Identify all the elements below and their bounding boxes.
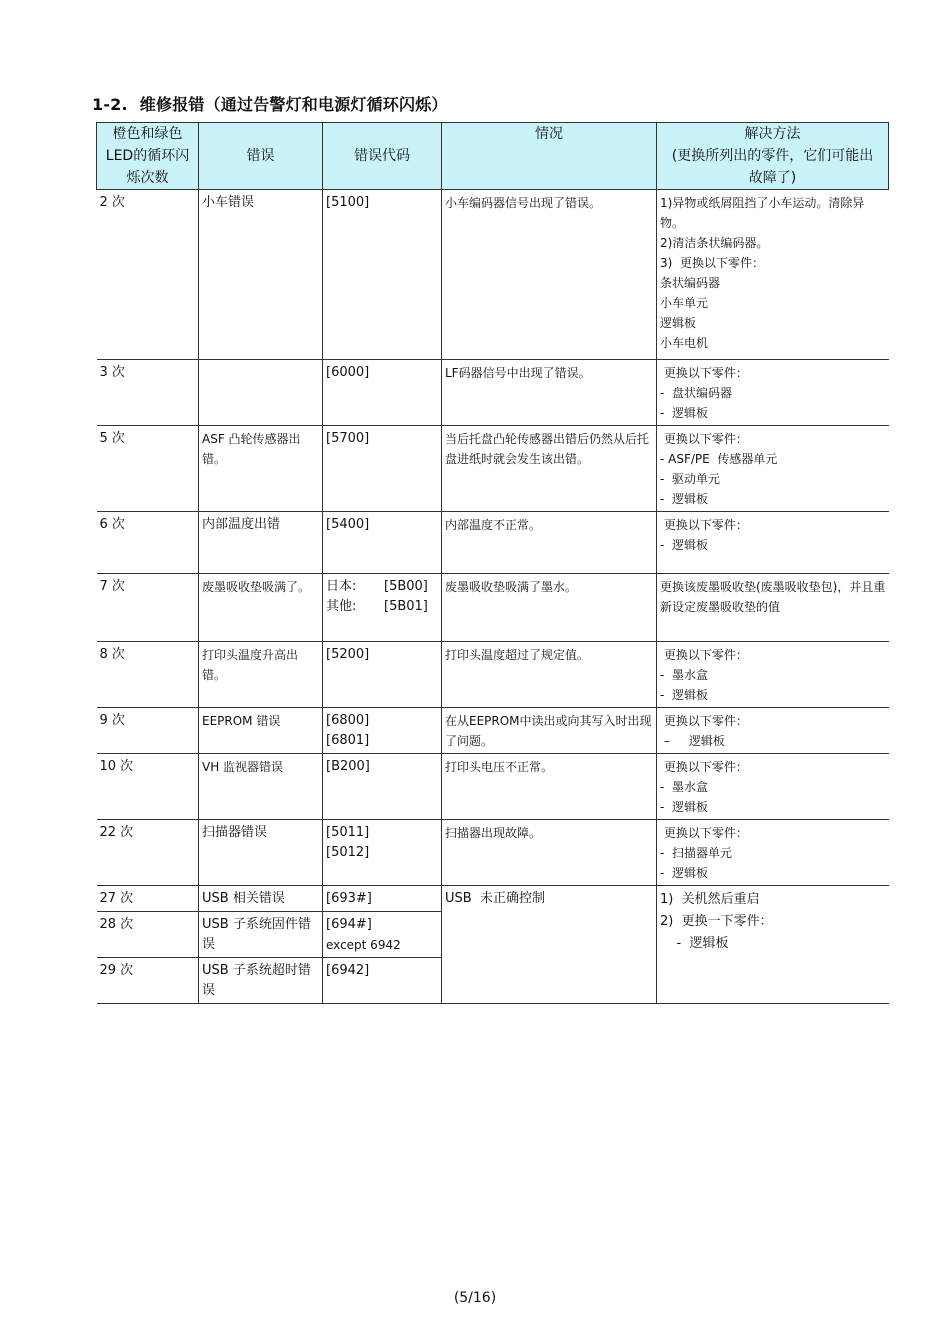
error-table <box>96 122 889 1004</box>
solution-cell <box>657 754 889 820</box>
solution-line: - ASF/PE 传感器单元 <box>660 452 778 466</box>
solution-line: 更换以下零件： <box>660 760 748 774</box>
blink-count-cell: 10 次 <box>97 754 199 820</box>
solution-cell <box>657 512 889 574</box>
error-code-cell <box>323 820 442 886</box>
situation-cell: 打印头电压不正常。 <box>442 754 657 820</box>
situation-cell: 废墨吸收垫吸满了墨水。 <box>442 574 657 642</box>
error-name-cell: VH 监视器错误 <box>199 754 323 820</box>
blink-count-cell: 27 次 <box>97 886 199 912</box>
solution-line: 2)清洁条状编码器。 <box>660 236 769 250</box>
error-code-cell <box>323 190 442 360</box>
error-code-cell <box>323 512 442 574</box>
usb-solution-cell <box>657 886 889 1004</box>
error-name-cell: 废墨吸收垫吸满了。 <box>199 574 323 642</box>
error-code: [5200] <box>326 647 370 662</box>
solution-cell <box>657 574 889 642</box>
solution-line: - 逻辑板 <box>660 538 708 552</box>
situation-cell: 内部温度不正常。 <box>442 512 657 574</box>
solution-line: - 逻辑板 <box>660 492 708 506</box>
solution-cell <box>657 642 889 708</box>
solution-line: - 扫描器单元 <box>660 846 732 860</box>
blink-count-cell: 2 次 <box>97 190 199 360</box>
page-number: (5/16) <box>453 1290 497 1306</box>
table-row <box>97 642 889 708</box>
solution-line: 更换以下零件： <box>660 648 748 662</box>
usb-situation-cell: USB 未正确控制 <box>442 886 657 1004</box>
error-code-cell <box>323 754 442 820</box>
error-name-cell: ASF 凸轮传感器出错。 <box>199 426 323 512</box>
blink-count-cell: 29 次 <box>97 958 199 1004</box>
solution-line: 3) 更换以下零件： <box>660 256 764 270</box>
error-code: [6000] <box>326 365 370 380</box>
solution-line: - 墨水盒 <box>660 668 708 682</box>
error-code: [6800] <box>326 713 370 728</box>
solution-line: 更换以下零件： <box>660 826 748 840</box>
table-row <box>97 754 889 820</box>
solution-line: - 逻辑板 <box>660 936 729 951</box>
region-code <box>326 597 438 617</box>
region-label: 日本: <box>326 579 357 594</box>
blink-count-cell: 22 次 <box>97 820 199 886</box>
table-row <box>97 820 889 886</box>
error-code-cell <box>323 708 442 754</box>
solution-line: 2) 更换一下零件： <box>660 914 773 929</box>
error-code: [6942] <box>326 963 370 978</box>
solution-line: - 逻辑板 <box>660 866 708 880</box>
error-name-cell <box>199 360 323 426</box>
table-row <box>97 708 889 754</box>
header-error-code: 错误代码 <box>323 123 442 190</box>
solution-line: 1) 关机然后重启 <box>660 892 760 907</box>
error-code: [5700] <box>326 431 370 446</box>
solution-line: 更换以下零件： <box>660 366 748 380</box>
error-name-cell: USB 相关错误 <box>199 886 323 912</box>
table-row <box>97 360 889 426</box>
error-code-cell <box>323 360 442 426</box>
blink-count-cell: 3 次 <box>97 360 199 426</box>
error-code: [6801] <box>326 733 370 748</box>
solution-line: – 逻辑板 <box>660 734 725 748</box>
solution-line: 条状编码器 <box>660 276 721 290</box>
solution-cell <box>657 190 889 360</box>
error-code-cell <box>323 912 442 958</box>
blink-count-cell: 8 次 <box>97 642 199 708</box>
section-title-text: 维修报错（通过告警灯和电源灯循环闪烁） <box>139 95 448 114</box>
table-row <box>97 886 889 912</box>
error-code: except 6942 <box>326 938 401 952</box>
error-code: [693#] <box>326 891 372 906</box>
error-code-cell <box>323 958 442 1004</box>
situation-cell: 小车编码器信号出现了错误。 <box>442 190 657 360</box>
solution-line: 小车单元 <box>660 296 709 310</box>
error-name-cell: 打印头温度升高出错。 <box>199 642 323 708</box>
situation-cell: 当后托盘凸轮传感器出错后仍然从后托盘进纸时就会发生该出错。 <box>442 426 657 512</box>
blink-count-cell: 28 次 <box>97 912 199 958</box>
error-code-cell <box>323 642 442 708</box>
solution-line: 更换以下零件： <box>660 714 748 728</box>
region-label: 其他: <box>326 599 357 614</box>
solution-line: 更换以下零件： <box>660 518 748 532</box>
error-code: [5400] <box>326 517 370 532</box>
error-code-cell <box>323 574 442 642</box>
situation-cell: 扫描器出现故障。 <box>442 820 657 886</box>
error-code: [5011] <box>326 825 370 840</box>
error-name-cell: EEPROM 错误 <box>199 708 323 754</box>
table-row <box>97 574 889 642</box>
region-code <box>326 577 438 597</box>
error-code-cell <box>323 426 442 512</box>
blink-count-cell: 5 次 <box>97 426 199 512</box>
error-code: [5100] <box>326 195 370 210</box>
solution-line: 更换以下零件： <box>660 432 748 446</box>
table-row <box>97 426 889 512</box>
error-code: [B200] <box>326 759 370 774</box>
blink-count-cell: 7 次 <box>97 574 199 642</box>
situation-cell: LF码器信号中出现了错误。 <box>442 360 657 426</box>
header-solution: 解决方法 (更换所列出的零件，它们可能出 故障了) <box>657 123 889 190</box>
solution-line: - 驱动单元 <box>660 472 720 486</box>
solution-cell <box>657 360 889 426</box>
solution-cell <box>657 820 889 886</box>
table-header-row <box>97 123 889 190</box>
solution-cell <box>657 708 889 754</box>
error-code: [694#] <box>326 917 372 932</box>
header-situation: 情况 <box>442 123 657 190</box>
error-code: [5B00] <box>384 579 428 594</box>
error-name-cell: USB 子系统超时错误 <box>199 958 323 1004</box>
solution-line: - 逻辑板 <box>660 800 708 814</box>
error-name-cell: 扫描器错误 <box>199 820 323 886</box>
solution-cell <box>657 426 889 512</box>
situation-cell: 在从EEPROM中读出或向其写入时出现了问题。 <box>442 708 657 754</box>
header-error: 错误 <box>199 123 323 190</box>
section-title <box>92 92 448 115</box>
blink-count-cell: 6 次 <box>97 512 199 574</box>
header-blink-count: 橙色和绿色 LED的循环闪 烁次数 <box>97 123 199 190</box>
solution-line: - 盘状编码器 <box>660 386 732 400</box>
situation-cell: 打印头温度超过了规定值。 <box>442 642 657 708</box>
solution-line: 小车电机 <box>660 336 709 350</box>
error-code-cell <box>323 886 442 912</box>
error-name-cell: USB 子系统固件错误 <box>199 912 323 958</box>
error-name-cell: 小车错误 <box>199 190 323 360</box>
solution-line: - 逻辑板 <box>660 688 708 702</box>
table-row <box>97 512 889 574</box>
solution-line: 1)异物或纸屑阻挡了小车运动。清除异物。 <box>660 196 865 230</box>
blink-count-cell: 9 次 <box>97 708 199 754</box>
error-name-cell: 内部温度出错 <box>199 512 323 574</box>
table-row <box>97 190 889 360</box>
solution-line: 更换该废墨吸收垫(废墨吸收垫包)，并且重新设定废墨吸收垫的值 <box>660 580 886 614</box>
solution-line: - 墨水盒 <box>660 780 708 794</box>
solution-line: 逻辑板 <box>660 316 697 330</box>
section-number: 1-2. <box>92 95 128 114</box>
error-code: [5012] <box>326 845 370 860</box>
solution-line: - 逻辑板 <box>660 406 708 420</box>
error-code: [5B01] <box>384 599 428 614</box>
